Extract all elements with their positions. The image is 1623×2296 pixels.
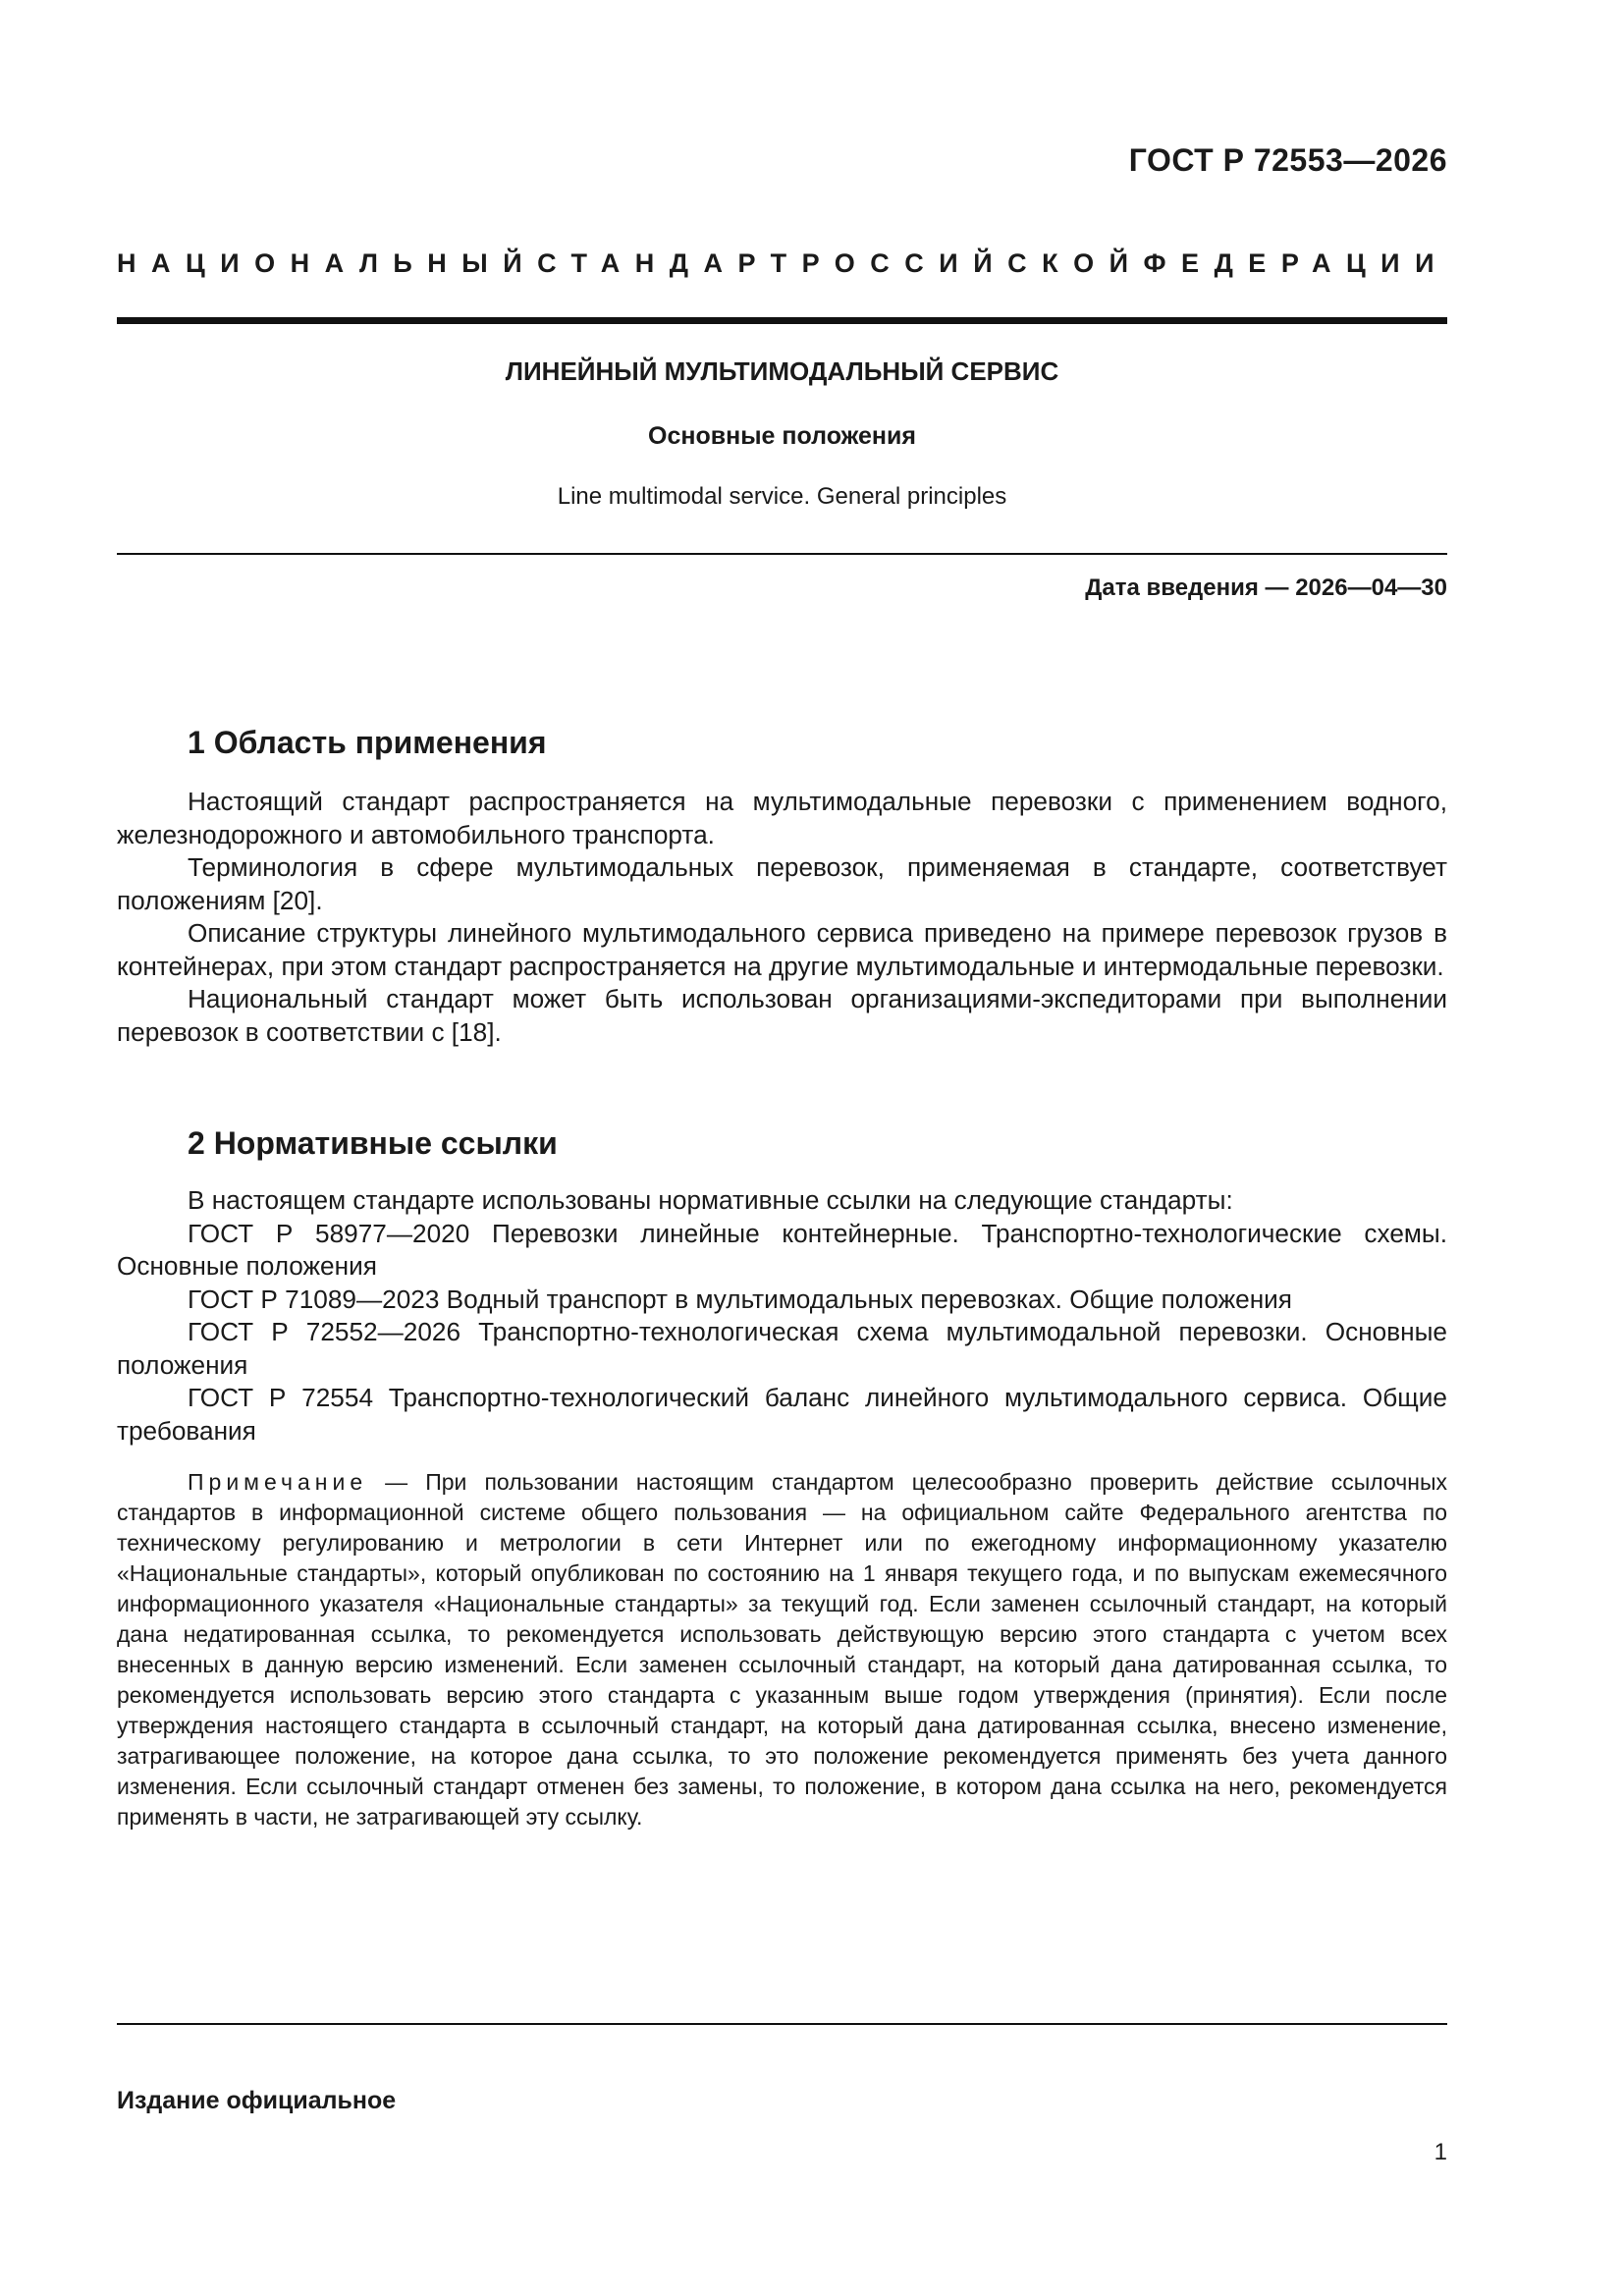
reference-item: ГОСТ Р 72554 Транспортно-технологический баланс линейного мультимодального сервиса. Общие требования [117, 1383, 1447, 1446]
standard-subtitle: Основные положения [648, 422, 916, 450]
title-divider [117, 553, 1447, 555]
note-text: — При пользовании настоящим стандартом целесообразно проверить действие ссылочных стандартов в информационной системе общего пользования — на официальном сайте Федерального агентства по техническому регулированию и метрологии в сети Интернет или по ежегодному информационному указателю «Национальные стандарты», который опубликован по состоянию на 1 января текущего года, и по выпускам ежемесячного информационного указателя «Национальные стандарты» за текущий год. Если заменен ссылочный стандарт, на который дана недатированная ссылка, то рекомендуется использовать действующую версию этого стандарта с учетом всех внесенных в данную версию изменений. Если заменен ссылочный стандарт, на который дана датированная ссылка, то рекомендуется использовать версию этого стандарта с указанным выше годом утверждения (принятия). Если после утверждения настоящего стандарта в ссылочный стандарт, на который дана датированная ссылка, внесено изменение, затрагивающее положение, на которое дана ссылка, то это положение рекомендуется применять без учета данного изменения. Если ссылочный стандарт отменен без замены, то положение, в котором дана ссылка на него, рекомендуется применять в части, не затрагивающей эту ссылку. [117, 1469, 1447, 1830]
org-word: ФЕДЕРАЦИИ [1143, 248, 1449, 278]
org-word: РОССИЙСКОЙ [801, 248, 1144, 278]
reference-item: ГОСТ Р 72552—2026 Транспортно-технологическая схема мультимодальной перевозки. Основные положения [117, 1317, 1447, 1380]
paragraph: В настоящем стандарте использованы нормативные ссылки на следующие стандарты: [188, 1185, 1233, 1215]
section-2-body [117, 1184, 1447, 1448]
note-label: Примечание [188, 1469, 368, 1495]
paragraph: Описание структуры линейного мультимодального сервиса приведено на примере перевозок грузов в контейнерах, при этом стандарт распространяется на другие мультимодальные и интермодальные перевозки. [117, 918, 1447, 981]
org-word: НАЦИОНАЛЬНЫЙ [117, 248, 538, 278]
reference-item: ГОСТ Р 71089—2023 Водный транспорт в мультимодальных перевозках. Общие положения [188, 1284, 1292, 1314]
org-word: СТАНДАРТ [537, 248, 802, 278]
section-1-body [117, 786, 1447, 1049]
standard-english-title: Line multimodal service. General principles [557, 483, 1007, 510]
footer-divider [117, 2023, 1447, 2025]
introduction-date: Дата введения — 2026—04—30 [1085, 574, 1447, 601]
section-1-heading: 1 Область применения [188, 725, 547, 760]
standard-title: ЛИНЕЙНЫЙ МУЛЬТИМОДАЛЬНЫЙ СЕРВИС [505, 356, 1059, 386]
edition-label: Издание официальное [117, 2087, 397, 2114]
paragraph: Национальный стандарт может быть использован организациями-экспедиторами при выполнении перевозок в соответствии с [18]. [117, 984, 1447, 1047]
page-number: 1 [1434, 2139, 1447, 2165]
paragraph: Настоящий стандарт распространяется на мультимодальные перевозки с применением водного, железнодорожного и автомобильного транспорта. [117, 787, 1447, 849]
section-2-heading: 2 Нормативные ссылки [188, 1125, 558, 1161]
header-divider-thick [117, 317, 1447, 324]
reference-item: ГОСТ Р 58977—2020 Перевозки линейные контейнерные. Транспортно-технологические схемы. Основные положения [117, 1218, 1447, 1281]
paragraph: Терминология в сфере мультимодальных перевозок, применяемая в стандарте, соответствует положениям [20]. [117, 852, 1447, 915]
note-block [117, 1467, 1447, 1832]
document-id: ГОСТ Р 72553—2026 [1128, 142, 1447, 178]
organization-title [117, 248, 1449, 279]
